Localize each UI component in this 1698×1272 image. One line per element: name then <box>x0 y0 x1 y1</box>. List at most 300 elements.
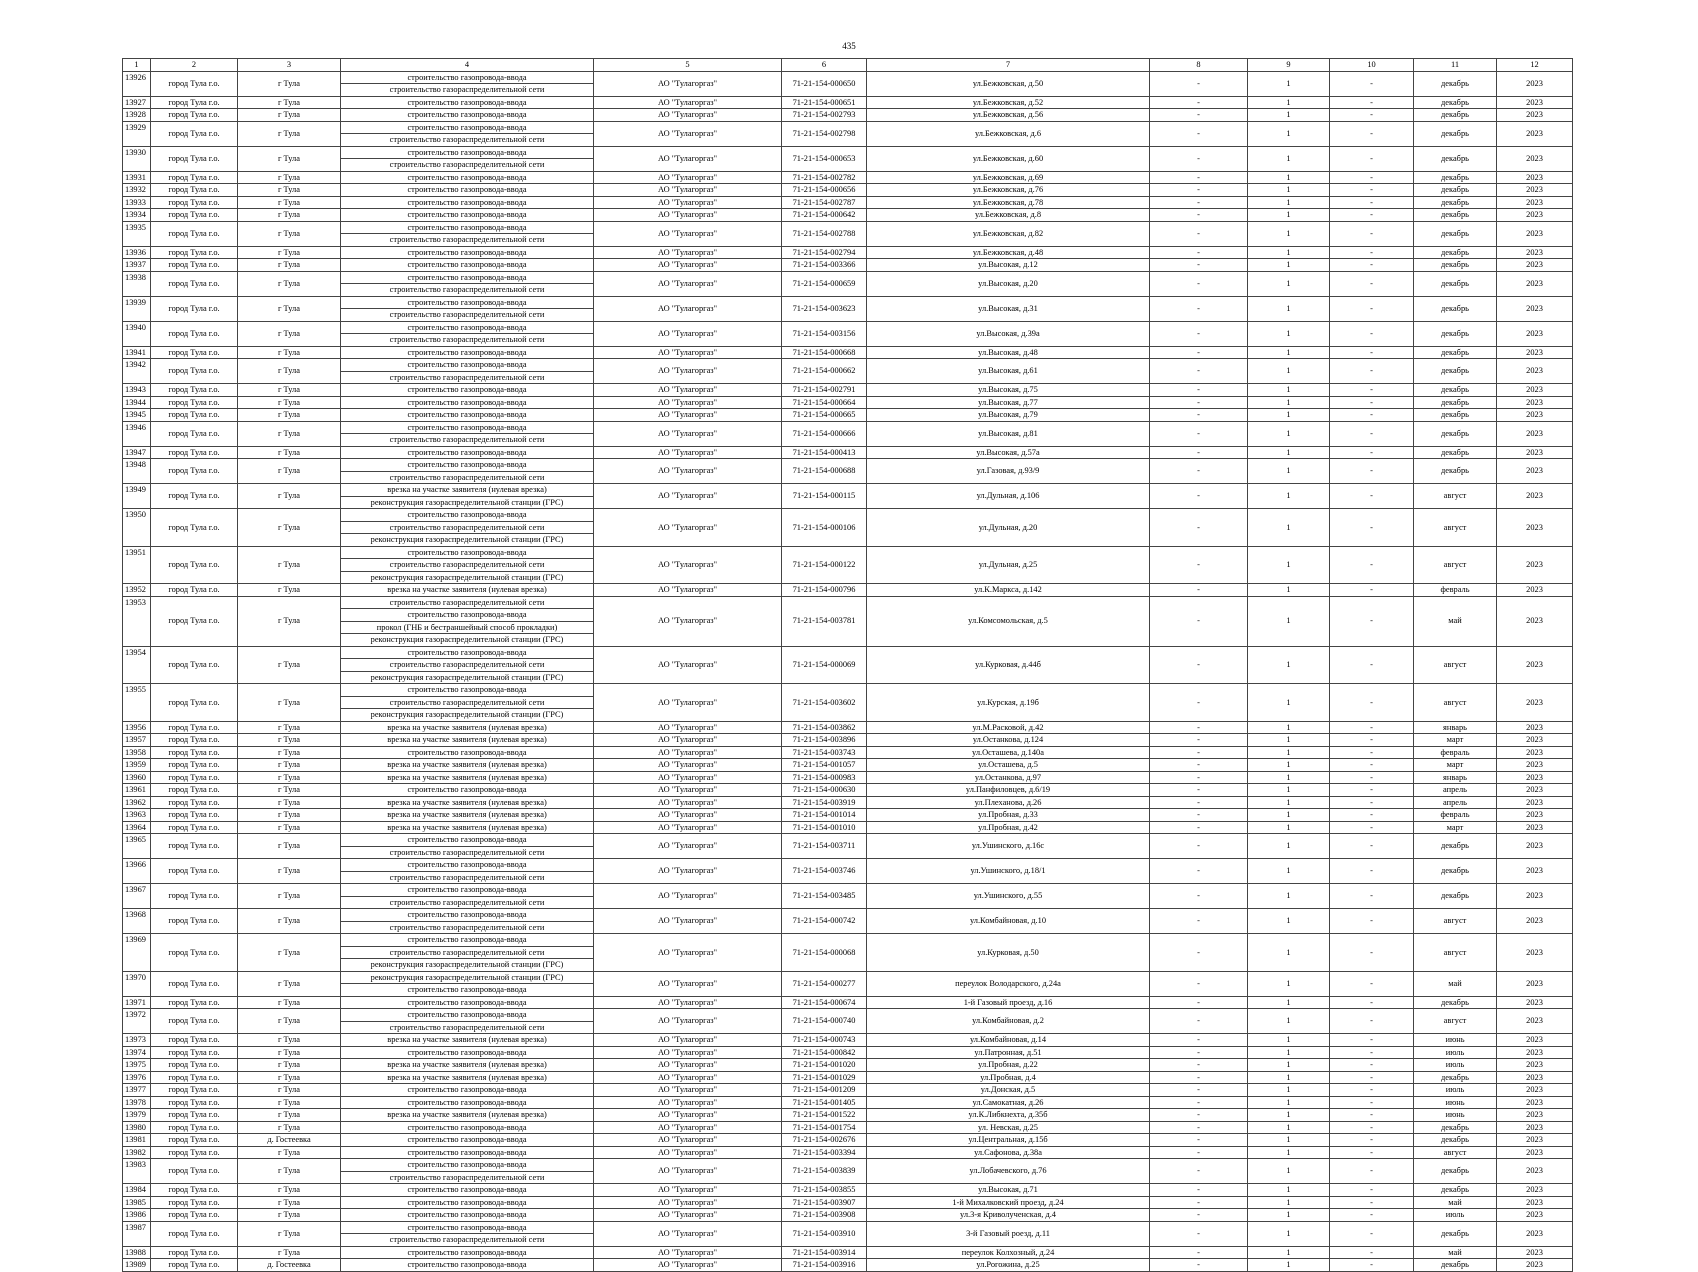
col10-cell: - <box>1330 96 1414 109</box>
col8-cell: - <box>1150 1071 1248 1084</box>
col8-cell: - <box>1150 1246 1248 1259</box>
work-type-line: строительство газопровода-ввода <box>407 1047 527 1057</box>
municipality-cell: город Тула г.о. <box>151 384 238 397</box>
year-cell: 2023 <box>1497 759 1573 772</box>
work-type-cell <box>341 584 594 597</box>
organization-cell: АО "Тулагоргаз" <box>594 1034 782 1047</box>
municipality-cell: город Тула г.о. <box>151 1009 238 1034</box>
address-cell: переулок Володарского, д.24а <box>867 971 1150 996</box>
table-row <box>123 884 1573 909</box>
work-type-line: строительство газораспределительной сети <box>341 133 593 146</box>
col10-cell: - <box>1330 1146 1414 1159</box>
address-cell: ул.Пробная, д.22 <box>867 1059 1150 1072</box>
month-cell: июль <box>1414 1209 1497 1222</box>
table-row <box>123 1159 1573 1184</box>
quantity-cell: 1 <box>1248 834 1330 859</box>
work-type-cell <box>341 196 594 209</box>
row-number: 13941 <box>123 346 151 359</box>
year-cell: 2023 <box>1497 1209 1573 1222</box>
col10-cell: - <box>1330 934 1414 972</box>
organization-cell: АО "Тулагоргаз" <box>594 96 782 109</box>
application-id-cell: 71-21-154-002794 <box>782 246 867 259</box>
application-id-cell: 71-21-154-003855 <box>782 1184 867 1197</box>
locality-cell: г Тула <box>238 971 341 996</box>
col10-cell: - <box>1330 1109 1414 1122</box>
month-cell: май <box>1414 596 1497 646</box>
col8-cell: - <box>1150 584 1248 597</box>
month-cell: декабрь <box>1414 221 1497 246</box>
application-id-cell: 71-21-154-000674 <box>782 996 867 1009</box>
table-row <box>123 96 1573 109</box>
address-cell: ул.Высокая, д.20 <box>867 271 1150 296</box>
organization-cell: АО "Тулагоргаз" <box>594 884 782 909</box>
application-id-cell: 71-21-154-001020 <box>782 1059 867 1072</box>
col10-cell: - <box>1330 296 1414 321</box>
address-cell: ул.Высокая, д.61 <box>867 359 1150 384</box>
organization-cell: АО "Тулагоргаз" <box>594 1046 782 1059</box>
work-type-cell <box>341 784 594 797</box>
application-id-cell: 71-21-154-003366 <box>782 259 867 272</box>
organization-cell: АО "Тулагоргаз" <box>594 1121 782 1134</box>
quantity-cell: 1 <box>1248 509 1330 547</box>
work-type-line: строительство газораспределительной сети <box>341 333 593 346</box>
table-row <box>123 1059 1573 1072</box>
work-type-line: строительство газопровода-ввода <box>407 1097 527 1107</box>
application-id-cell: 71-21-154-000651 <box>782 96 867 109</box>
quantity-cell: 1 <box>1248 584 1330 597</box>
col8-cell: - <box>1150 1134 1248 1147</box>
municipality-cell: город Тула г.о. <box>151 196 238 209</box>
work-type-line: реконструкция газораспределительной станции (ГРС) <box>370 972 564 982</box>
address-cell: ул.Останкова, д.124 <box>867 734 1150 747</box>
year-cell: 2023 <box>1497 784 1573 797</box>
row-number: 13948 <box>123 459 151 484</box>
quantity-cell: 1 <box>1248 271 1330 296</box>
quantity-cell: 1 <box>1248 1059 1330 1072</box>
table-row <box>123 784 1573 797</box>
work-type-cell <box>341 509 594 547</box>
table-row <box>123 1146 1573 1159</box>
row-number: 13971 <box>123 996 151 1009</box>
address-cell: ул.Бежковская, д.6 <box>867 121 1150 146</box>
year-cell: 2023 <box>1497 446 1573 459</box>
municipality-cell: город Тула г.о. <box>151 1046 238 1059</box>
organization-cell: АО "Тулагоргаз" <box>594 1184 782 1197</box>
row-number: 13964 <box>123 821 151 834</box>
address-cell: ул.Центральная, д.15б <box>867 1134 1150 1147</box>
year-cell: 2023 <box>1497 359 1573 384</box>
quantity-cell: 1 <box>1248 346 1330 359</box>
month-cell: февраль <box>1414 584 1497 597</box>
organization-cell: АО "Тулагоргаз" <box>594 359 782 384</box>
locality-cell: г Тула <box>238 934 341 972</box>
month-cell: декабрь <box>1414 409 1497 422</box>
col8-cell: - <box>1150 1221 1248 1246</box>
address-cell: ул.Бежковская, д.60 <box>867 146 1150 171</box>
municipality-cell: город Тула г.о. <box>151 209 238 222</box>
municipality-cell: город Тула г.о. <box>151 146 238 171</box>
month-cell: август <box>1414 1146 1497 1159</box>
organization-cell: АО "Тулагоргаз" <box>594 934 782 972</box>
table-row <box>123 1046 1573 1059</box>
quantity-cell: 1 <box>1248 759 1330 772</box>
work-type-cell <box>341 421 594 446</box>
municipality-cell: город Тула г.о. <box>151 584 238 597</box>
municipality-cell: город Тула г.о. <box>151 459 238 484</box>
locality-cell: г Тула <box>238 596 341 646</box>
quantity-cell: 1 <box>1248 446 1330 459</box>
row-number: 13934 <box>123 209 151 222</box>
locality-cell: г Тула <box>238 221 341 246</box>
municipality-cell: город Тула г.о. <box>151 259 238 272</box>
locality-cell: г Тула <box>238 171 341 184</box>
row-number: 13968 <box>123 909 151 934</box>
month-cell: декабрь <box>1414 446 1497 459</box>
month-cell: апрель <box>1414 784 1497 797</box>
work-type-cell <box>341 1196 594 1209</box>
municipality-cell: город Тула г.о. <box>151 1146 238 1159</box>
col8-cell: - <box>1150 1146 1248 1159</box>
work-type-line: строительство газораспределительной сети <box>341 1233 593 1246</box>
col8-cell: - <box>1150 1184 1248 1197</box>
month-cell: декабрь <box>1414 421 1497 446</box>
col8-cell: - <box>1150 71 1248 96</box>
work-type-line: строительство газораспределительной сети <box>341 433 593 446</box>
organization-cell: АО "Тулагоргаз" <box>594 421 782 446</box>
quantity-cell: 1 <box>1248 171 1330 184</box>
organization-cell: АО "Тулагоргаз" <box>594 321 782 346</box>
row-number: 13982 <box>123 1146 151 1159</box>
locality-cell: г Тула <box>238 321 341 346</box>
col-header: 2 <box>151 59 238 72</box>
month-cell: май <box>1414 1196 1497 1209</box>
municipality-cell: город Тула г.о. <box>151 96 238 109</box>
work-type-line: врезка на участке заявителя (нулевая врезка) <box>387 1035 547 1044</box>
work-type-line: строительство газопровода-ввода <box>407 1147 527 1157</box>
col8-cell: - <box>1150 171 1248 184</box>
row-number: 13972 <box>123 1009 151 1034</box>
work-type-cell <box>341 1259 594 1272</box>
quantity-cell: 1 <box>1248 909 1330 934</box>
work-type-line: реконструкция газораспределительной станции (ГРС) <box>341 633 593 646</box>
col8-cell: - <box>1150 259 1248 272</box>
locality-cell: д. Гостеевка <box>238 1259 341 1272</box>
quantity-cell: 1 <box>1248 721 1330 734</box>
month-cell: июнь <box>1414 1096 1497 1109</box>
col10-cell: - <box>1330 246 1414 259</box>
locality-cell: г Тула <box>238 346 341 359</box>
row-number: 13956 <box>123 721 151 734</box>
row-number: 13963 <box>123 809 151 822</box>
work-type-cell <box>341 646 594 684</box>
address-cell: ул.Курская, д.19б <box>867 684 1150 722</box>
address-cell: ул.Дульная, д.106 <box>867 484 1150 509</box>
municipality-cell: город Тула г.о. <box>151 171 238 184</box>
month-cell: июль <box>1414 1084 1497 1097</box>
organization-cell: АО "Тулагоргаз" <box>594 146 782 171</box>
work-type-cell <box>341 746 594 759</box>
year-cell: 2023 <box>1497 996 1573 1009</box>
application-id-cell: 71-21-154-000740 <box>782 1009 867 1034</box>
municipality-cell: город Тула г.о. <box>151 734 238 747</box>
col10-cell: - <box>1330 446 1414 459</box>
year-cell: 2023 <box>1497 421 1573 446</box>
application-id-cell: 71-21-154-000742 <box>782 909 867 934</box>
month-cell: март <box>1414 821 1497 834</box>
col10-cell: - <box>1330 346 1414 359</box>
work-type-cell <box>341 271 594 296</box>
col10-cell: - <box>1330 409 1414 422</box>
organization-cell: АО "Тулагоргаз" <box>594 1109 782 1122</box>
table-row <box>123 1009 1573 1034</box>
organization-cell: АО "Тулагоргаз" <box>594 121 782 146</box>
col8-cell: - <box>1150 971 1248 996</box>
col10-cell: - <box>1330 509 1414 547</box>
address-cell: ул.Дульная, д.25 <box>867 546 1150 584</box>
month-cell: январь <box>1414 771 1497 784</box>
col10-cell: - <box>1330 546 1414 584</box>
year-cell: 2023 <box>1497 196 1573 209</box>
work-type-cell <box>341 184 594 197</box>
col8-cell: - <box>1150 209 1248 222</box>
month-cell: декабрь <box>1414 1134 1497 1147</box>
col8-cell: - <box>1150 684 1248 722</box>
table-row <box>123 396 1573 409</box>
quantity-cell: 1 <box>1248 1134 1330 1147</box>
col-header: 10 <box>1330 59 1414 72</box>
col10-cell: - <box>1330 1096 1414 1109</box>
application-id-cell: 71-21-154-003908 <box>782 1209 867 1222</box>
address-cell: ул.К.Либкнехта, д.35б <box>867 1109 1150 1122</box>
work-type-line: строительство газопровода-ввода <box>407 185 527 194</box>
quantity-cell: 1 <box>1248 746 1330 759</box>
col8-cell: - <box>1150 809 1248 822</box>
work-type-line: строительство газопровода-ввода <box>407 447 527 457</box>
work-type-line: строительство газопровода-ввода <box>407 835 527 844</box>
year-cell: 2023 <box>1497 1059 1573 1072</box>
address-cell: ул.Высокая, д.71 <box>867 1184 1150 1197</box>
year-cell: 2023 <box>1497 409 1573 422</box>
work-type-line: строительство газораспределительной сети <box>341 83 593 96</box>
work-type-cell <box>341 1059 594 1072</box>
table-row <box>123 1246 1573 1259</box>
quantity-cell: 1 <box>1248 296 1330 321</box>
address-cell: ул.Высокая, д.57а <box>867 446 1150 459</box>
quantity-cell: 1 <box>1248 409 1330 422</box>
col8-cell: - <box>1150 546 1248 584</box>
row-number: 13942 <box>123 359 151 384</box>
organization-cell: АО "Тулагоргаз" <box>594 834 782 859</box>
work-type-cell <box>341 446 594 459</box>
work-type-line: строительство газораспределительной сети <box>341 558 593 571</box>
address-cell: 3-й Газовый роезд, д.11 <box>867 1221 1150 1246</box>
table-row <box>123 271 1573 296</box>
month-cell: декабрь <box>1414 146 1497 171</box>
address-cell: ул.Бежковская, д.78 <box>867 196 1150 209</box>
quantity-cell: 1 <box>1248 396 1330 409</box>
work-type-line: реконструкция газораспределительной станции (ГРС) <box>341 708 593 721</box>
work-type-line: строительство газораспределительной сети <box>341 1171 593 1184</box>
municipality-cell: город Тула г.о. <box>151 784 238 797</box>
table-row <box>123 971 1573 996</box>
month-cell: декабрь <box>1414 209 1497 222</box>
year-cell: 2023 <box>1497 821 1573 834</box>
col10-cell: - <box>1330 396 1414 409</box>
organization-cell: АО "Тулагоргаз" <box>594 221 782 246</box>
table-row <box>123 1121 1573 1134</box>
col8-cell: - <box>1150 759 1248 772</box>
row-number: 13987 <box>123 1221 151 1246</box>
address-cell: ул.К.Маркса, д.142 <box>867 584 1150 597</box>
col10-cell: - <box>1330 109 1414 122</box>
month-cell: август <box>1414 484 1497 509</box>
row-number: 13937 <box>123 259 151 272</box>
address-cell: ул.Комбайновая, д.10 <box>867 909 1150 934</box>
quantity-cell: 1 <box>1248 1096 1330 1109</box>
quantity-cell: 1 <box>1248 1184 1330 1197</box>
application-id-cell: 71-21-154-000659 <box>782 271 867 296</box>
application-id-cell: 71-21-154-000664 <box>782 396 867 409</box>
application-id-cell: 71-21-154-003862 <box>782 721 867 734</box>
work-type-line: строительство газораспределительной сети <box>341 871 593 884</box>
quantity-cell: 1 <box>1248 209 1330 222</box>
year-cell: 2023 <box>1497 259 1573 272</box>
application-id-cell: 71-21-154-000668 <box>782 346 867 359</box>
month-cell: декабрь <box>1414 834 1497 859</box>
month-cell: декабрь <box>1414 321 1497 346</box>
municipality-cell: город Тула г.о. <box>151 646 238 684</box>
row-number: 13967 <box>123 884 151 909</box>
row-number: 13981 <box>123 1134 151 1147</box>
work-type-line: строительство газопровода-ввода <box>407 210 527 219</box>
application-id-cell: 71-21-154-003910 <box>782 1221 867 1246</box>
organization-cell: АО "Тулагоргаз" <box>594 1134 782 1147</box>
row-number: 13970 <box>123 971 151 996</box>
year-cell: 2023 <box>1497 1109 1573 1122</box>
col8-cell: - <box>1150 296 1248 321</box>
row-number: 13938 <box>123 271 151 296</box>
locality-cell: г Тула <box>238 271 341 296</box>
year-cell: 2023 <box>1497 209 1573 222</box>
locality-cell: г Тула <box>238 684 341 722</box>
address-cell: ул.М.Расковой, д.42 <box>867 721 1150 734</box>
application-id-cell: 71-21-154-003746 <box>782 859 867 884</box>
locality-cell: г Тула <box>238 759 341 772</box>
col8-cell: - <box>1150 721 1248 734</box>
month-cell: декабрь <box>1414 396 1497 409</box>
month-cell: декабрь <box>1414 184 1497 197</box>
col10-cell: - <box>1330 171 1414 184</box>
table-row <box>123 796 1573 809</box>
month-cell: декабрь <box>1414 196 1497 209</box>
col8-cell: - <box>1150 771 1248 784</box>
table-row <box>123 321 1573 346</box>
organization-cell: АО "Тулагоргаз" <box>594 1096 782 1109</box>
application-id-cell: 71-21-154-003623 <box>782 296 867 321</box>
col8-cell: - <box>1150 1259 1248 1272</box>
month-cell: декабрь <box>1414 359 1497 384</box>
col10-cell: - <box>1330 1009 1414 1034</box>
municipality-cell: город Тула г.о. <box>151 834 238 859</box>
table-row <box>123 459 1573 484</box>
work-type-cell <box>341 1046 594 1059</box>
table-row <box>123 1209 1573 1222</box>
col8-cell: - <box>1150 359 1248 384</box>
municipality-cell: город Тула г.о. <box>151 684 238 722</box>
municipality-cell: город Тула г.о. <box>151 221 238 246</box>
locality-cell: г Тула <box>238 184 341 197</box>
year-cell: 2023 <box>1497 584 1573 597</box>
row-number: 13975 <box>123 1059 151 1072</box>
work-type-line: врезка на участке заявителя (нулевая врезка) <box>387 822 547 832</box>
application-id-cell: 71-21-154-000983 <box>782 771 867 784</box>
work-type-cell <box>341 546 594 584</box>
col8-cell: - <box>1150 421 1248 446</box>
application-id-cell: 71-21-154-000106 <box>782 509 867 547</box>
locality-cell: г Тула <box>238 1159 341 1184</box>
organization-cell: АО "Тулагоргаз" <box>594 809 782 822</box>
organization-cell: АО "Тулагоргаз" <box>594 484 782 509</box>
municipality-cell: город Тула г.о. <box>151 1059 238 1072</box>
work-type-line: строительство газопровода-ввода <box>407 410 527 419</box>
work-type-line: строительство газопровода-ввода <box>407 260 527 269</box>
year-cell: 2023 <box>1497 96 1573 109</box>
work-type-line: строительство газораспределительной сети <box>341 308 593 321</box>
locality-cell: г Тула <box>238 996 341 1009</box>
application-id-cell: 71-21-154-001522 <box>782 1109 867 1122</box>
work-type-cell <box>341 1096 594 1109</box>
row-number: 13944 <box>123 396 151 409</box>
year-cell: 2023 <box>1497 746 1573 759</box>
locality-cell: г Тула <box>238 209 341 222</box>
col10-cell: - <box>1330 809 1414 822</box>
locality-cell: г Тула <box>238 1246 341 1259</box>
col-header: 11 <box>1414 59 1497 72</box>
organization-cell: АО "Тулагоргаз" <box>594 446 782 459</box>
work-type-line: строительство газопровода-ввода <box>407 1260 527 1269</box>
work-type-line: строительство газопровода-ввода <box>407 1122 527 1132</box>
organization-cell: АО "Тулагоргаз" <box>594 509 782 547</box>
work-type-cell <box>341 259 594 272</box>
organization-cell: АО "Тулагоргаз" <box>594 1246 782 1259</box>
work-type-cell <box>341 759 594 772</box>
application-id-cell: 71-21-154-003781 <box>782 596 867 646</box>
work-type-line: строительство газораспределительной сети <box>341 696 593 709</box>
address-cell: ул.Донская, д.5 <box>867 1084 1150 1097</box>
organization-cell: АО "Тулагоргаз" <box>594 909 782 934</box>
locality-cell: г Тула <box>238 384 341 397</box>
application-id-cell: 71-21-154-001057 <box>782 759 867 772</box>
quantity-cell: 1 <box>1248 1034 1330 1047</box>
year-cell: 2023 <box>1497 934 1573 972</box>
work-type-cell <box>341 221 594 246</box>
work-type-cell <box>341 1209 594 1222</box>
month-cell: август <box>1414 934 1497 972</box>
row-number: 13979 <box>123 1109 151 1122</box>
locality-cell: д. Гостеевка <box>238 1134 341 1147</box>
address-cell: ул.Бежковская, д.76 <box>867 184 1150 197</box>
work-type-cell <box>341 1184 594 1197</box>
work-type-cell <box>341 396 594 409</box>
year-cell: 2023 <box>1497 1096 1573 1109</box>
quantity-cell: 1 <box>1248 1159 1330 1184</box>
col-header: 8 <box>1150 59 1248 72</box>
col8-cell: - <box>1150 446 1248 459</box>
col10-cell: - <box>1330 909 1414 934</box>
table-body <box>123 71 1573 1271</box>
col8-cell: - <box>1150 834 1248 859</box>
table-row <box>123 409 1573 422</box>
